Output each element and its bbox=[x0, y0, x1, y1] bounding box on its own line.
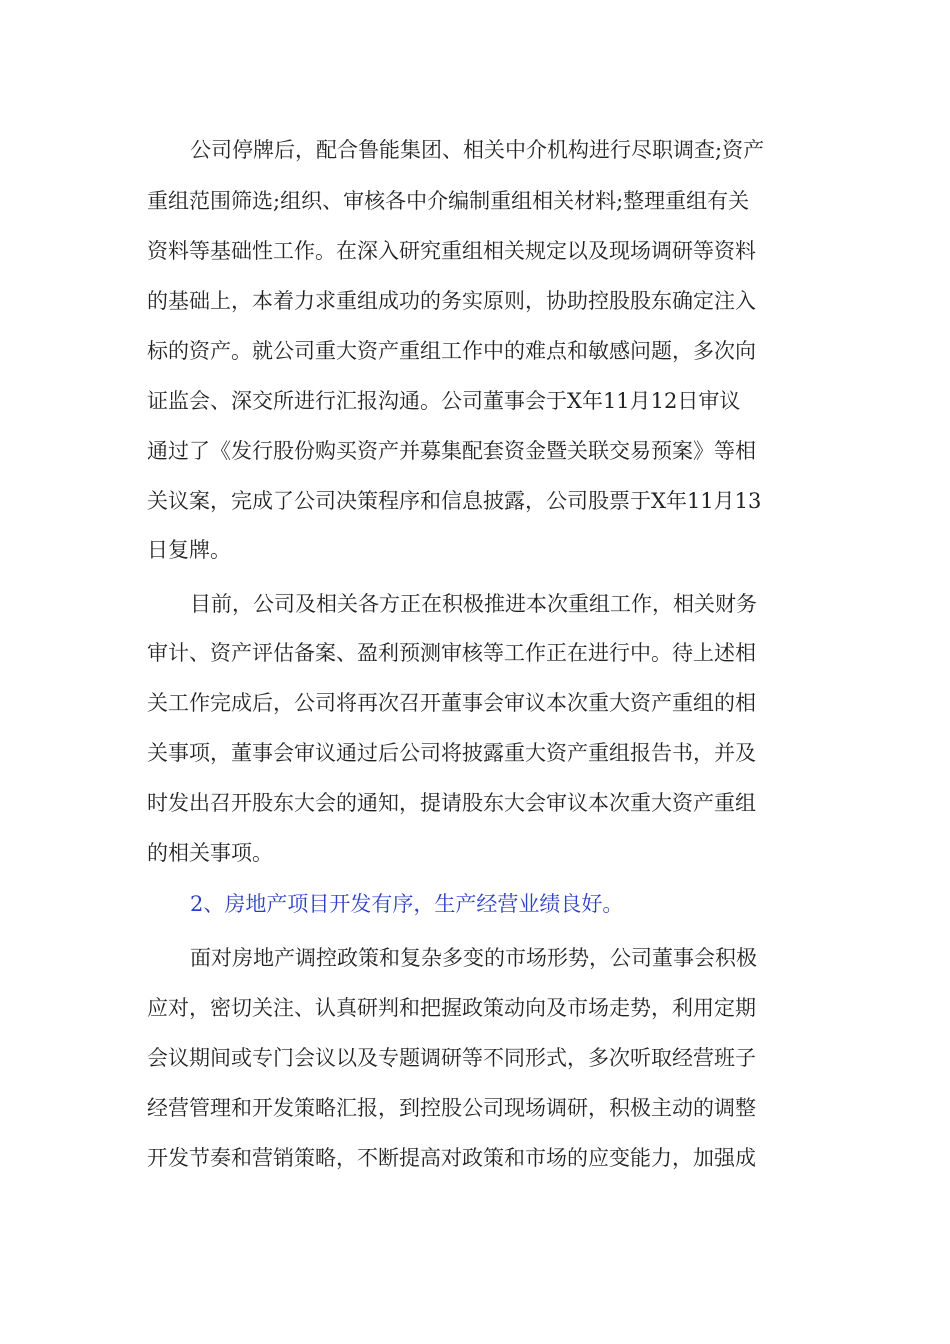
paragraph-line: 目前，公司及相关各方正在积极推进本次重组工作，相关财务 bbox=[190, 592, 757, 616]
paragraph-line: 标的资产。就公司重大资产重组工作中的难点和敏感问题，多次向 bbox=[147, 339, 756, 363]
paragraph-line: 的相关事项。 bbox=[147, 841, 273, 865]
paragraph-line: 面对房地产调控政策和复杂多变的市场形势，公司董事会积极 bbox=[190, 946, 757, 970]
paragraph-line: 重组范围筛选;组织、审核各中介编制重组相关材料;整理重组有关 bbox=[147, 189, 750, 213]
paragraph-line: 关工作完成后，公司将再次召开董事会审议本次重大资产重组的相 bbox=[147, 691, 756, 715]
paragraph-line: 会议期间或专门会议以及专题调研等不同形式，多次听取经营班子 bbox=[147, 1046, 756, 1070]
paragraph-line: 审计、资产评估备案、盈利预测审核等工作正在进行中。待上述相 bbox=[147, 641, 756, 665]
paragraph-line: 的基础上，本着力求重组成功的务实原则，协助控股股东确定注入 bbox=[147, 289, 756, 313]
paragraph-line: 公司停牌后，配合鲁能集团、相关中介机构进行尽职调查;资产 bbox=[190, 138, 765, 162]
paragraph-line: 资料等基础性工作。在深入研究重组相关规定以及现场调研等资料 bbox=[147, 239, 756, 263]
section-heading: 2、房地产项目开发有序，生产经营业绩良好。 bbox=[190, 892, 624, 916]
paragraph-line: 应对，密切关注、认真研判和把握政策动向及市场走势，利用定期 bbox=[147, 996, 756, 1020]
paragraph-line: 经营管理和开发策略汇报，到控股公司现场调研，积极主动的调整 bbox=[147, 1096, 756, 1120]
paragraph-line: 证监会、深交所进行汇报沟通。公司董事会于X年11月12日审议 bbox=[147, 389, 741, 413]
paragraph-line: 开发节奏和营销策略，不断提高对政策和市场的应变能力，加强成 bbox=[147, 1146, 756, 1170]
paragraph-line: 关议案，完成了公司决策程序和信息披露，公司股票于X年11月13 bbox=[147, 489, 762, 513]
paragraph-line: 日复牌。 bbox=[147, 538, 231, 562]
paragraph-line: 通过了《发行股份购买资产并募集配套资金暨关联交易预案》等相 bbox=[147, 439, 756, 463]
paragraph-line: 关事项，董事会审议通过后公司将披露重大资产重组报告书，并及 bbox=[147, 741, 756, 765]
paragraph-line: 时发出召开股东大会的通知，提请股东大会审议本次重大资产重组 bbox=[147, 791, 756, 815]
